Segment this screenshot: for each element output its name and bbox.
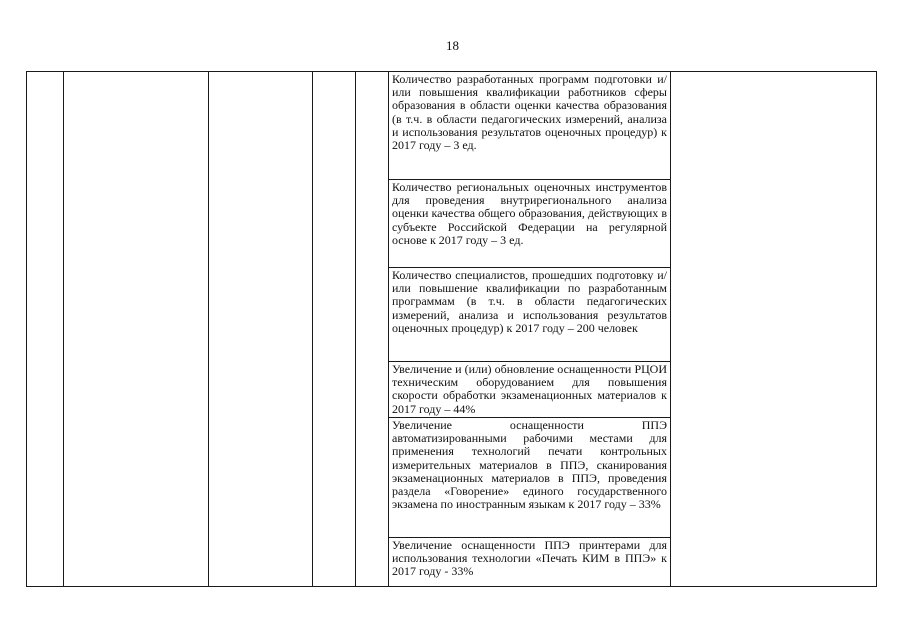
table-cell-executor — [209, 72, 313, 587]
table-cell-end — [356, 72, 389, 587]
indicator-item: Количество специалистов, прошедших подготовку и/или повышение квалификации по разработанным программам (в т.ч. в области педагогических измерений, анализа и использования результатов оценочных процедур) к 2017 году – 200 человек — [389, 268, 670, 362]
indicator-item: Количество региональных оценочных инструментов для проведения внутрирегионального анализа оценки качества общего образования, действующих в субъекте Российской Федерации на регулярной основе к 2017 году – 3 ед. — [389, 180, 670, 268]
table-cell-name — [64, 72, 209, 587]
table-cell-notes — [671, 72, 877, 587]
table-row — [27, 72, 877, 587]
table-cell-indicators — [389, 72, 671, 587]
table-cell-number — [27, 72, 64, 587]
indicator-item: Увеличение оснащенности ППЭ принтерами для использования технологии «Печать КИМ в ППЭ» к 2017 году - 33% — [392, 538, 667, 579]
indicator-item: Увеличение оснащенности ППЭ автоматизированными рабочими местами для применения технологий печати контрольных измерительных материалов в ППЭ, сканирования экзаменационных материалов в ППЭ, проведения раздела «Говорение» единого государственного экзамена по иностранным языкам к 2017 году – 33% — [389, 418, 670, 538]
indicator-list — [389, 72, 670, 586]
indicator-item: Увеличение и (или) обновление оснащенности РЦОИ техническим оборудованием для повышения скорости обработки экзаменационных материалов к 2017 году – 44% — [389, 362, 670, 418]
page-number: 18 — [446, 38, 459, 53]
table-cell-start — [313, 72, 356, 587]
indicators-table — [26, 71, 877, 587]
indicator-item: Количество разработанных программ подготовки и/или повышения квалификации работников сферы образования в области оценки качества образования (в т.ч. в области педагогических измерений, анализа и использования результатов оценочных процедур) к 2017 году – 3 ед. — [389, 72, 670, 180]
